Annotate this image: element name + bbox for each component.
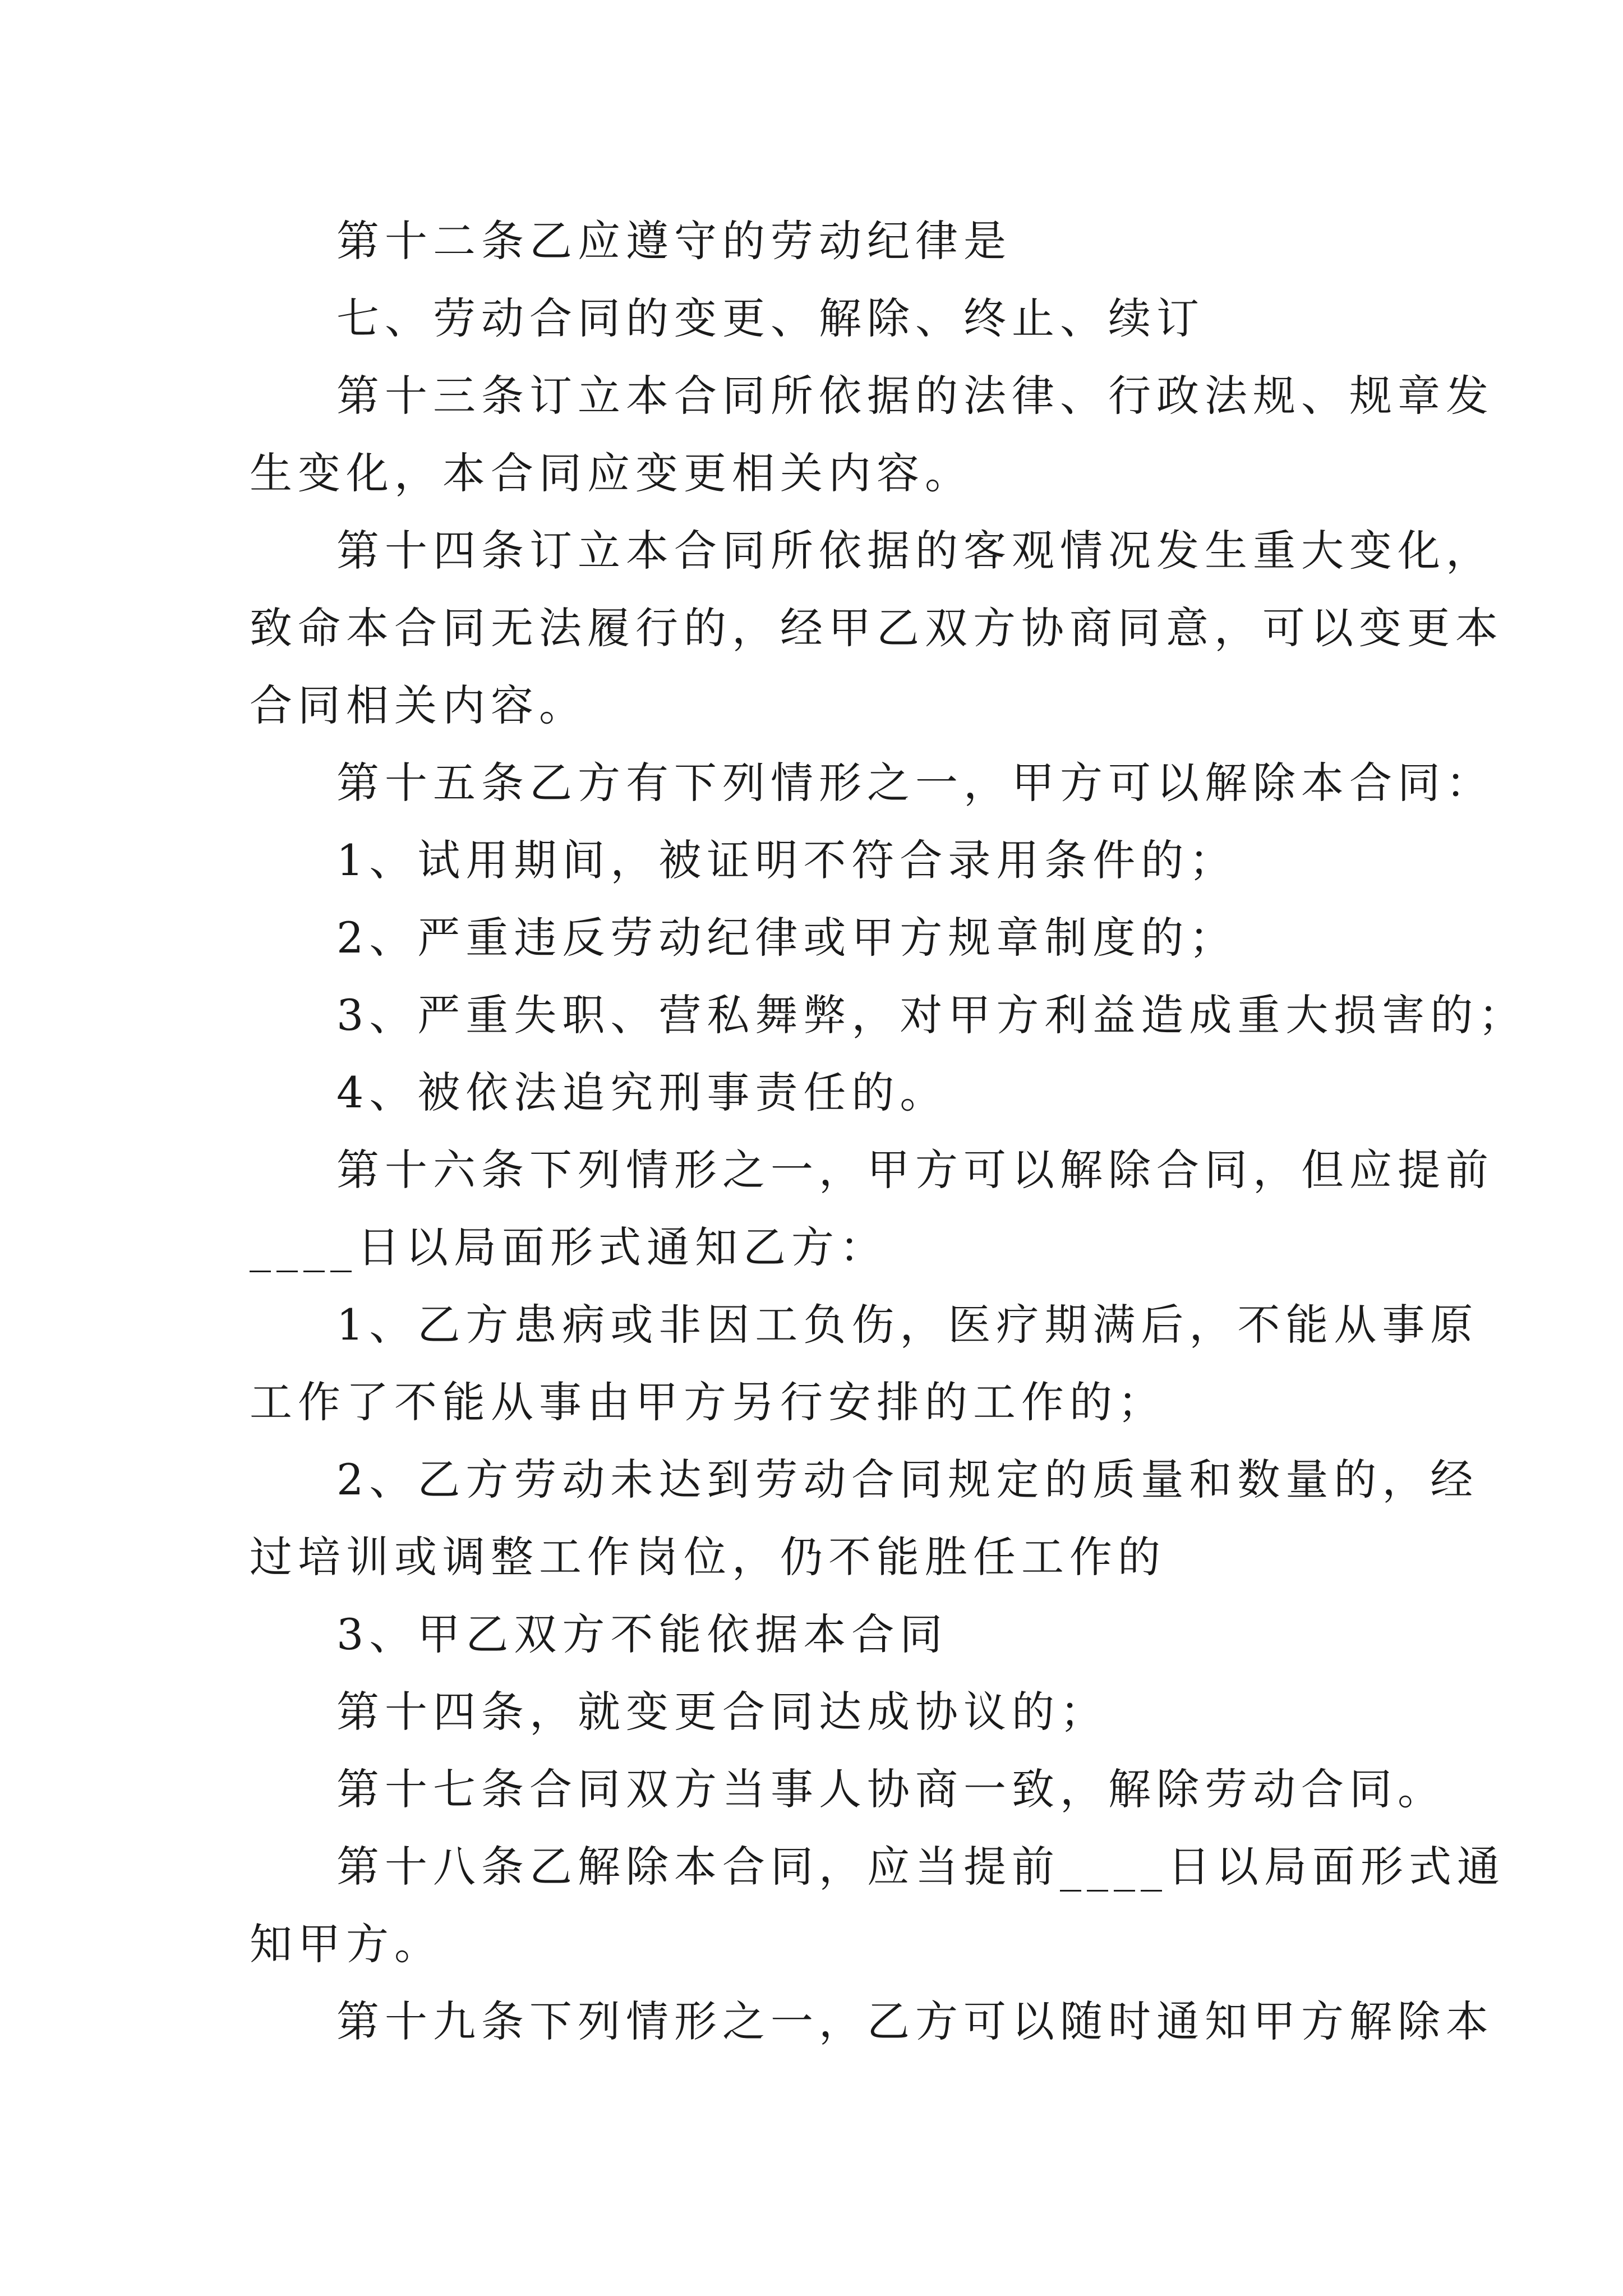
text-line: 第十四条，就变更合同达成协议的； [336, 1687, 1108, 1737]
text-line: ____日以局面形式通知乙方： [250, 1222, 888, 1272]
text-line: 4、被依法追究刑事责任的。 [336, 1068, 948, 1117]
section-heading: 七、劳动合同的变更、解除、终止、续订 [336, 293, 1205, 343]
text-line: 第十八条乙解除本合同，应当提前____日以局面形式通 [336, 1842, 1505, 1892]
text-line: 第十五条乙方有下列情形之一，甲方可以解除本合同： [336, 758, 1494, 808]
text-line: 过培训或调整工作岗位，仍不能胜任工作的 [250, 1532, 1166, 1582]
text-line: 1、试用期间，被证明不符合录用条件的； [336, 835, 1238, 885]
text-line: 工作了不能从事由甲方另行安排的工作的； [250, 1377, 1166, 1427]
text-line: 3、甲乙双方不能依据本合同 [336, 1609, 948, 1659]
text-line: 第十六条下列情形之一，甲方可以解除合同，但应提前 [336, 1145, 1494, 1195]
text-line: 1、乙方患病或非因工负伤，医疗期满后，不能从事原 [336, 1300, 1479, 1350]
text-line: 第十四条订立本合同所依据的客观情况发生重大变化， [336, 526, 1494, 576]
text-line: 知甲方。 [250, 1919, 442, 1969]
text-line: 第十七条合同双方当事人协商一致，解除劳动合同。 [336, 1764, 1446, 1814]
text-line: 2、严重违反劳动纪律或甲方规章制度的； [336, 913, 1238, 963]
text-line: 第十九条下列情形之一，乙方可以随时通知甲方解除本 [336, 1996, 1494, 2046]
text-line: 生变化，本合同应变更相关内容。 [250, 448, 973, 498]
text-line: 致命本合同无法履行的，经甲乙双方协商同意，可以变更本 [250, 603, 1504, 653]
text-line: 3、严重失职、营私舞弊，对甲方利益造成重大损害的； [336, 990, 1527, 1040]
text-line: 2、乙方劳动未达到劳动合同规定的质量和数量的，经 [336, 1455, 1479, 1504]
text-line: 合同相关内容。 [250, 680, 587, 730]
text-line: 第十三条订立本合同所依据的法律、行政法规、规章发 [336, 371, 1494, 421]
text-line: 第十二条乙应遵守的劳动纪律是 [336, 216, 1012, 266]
